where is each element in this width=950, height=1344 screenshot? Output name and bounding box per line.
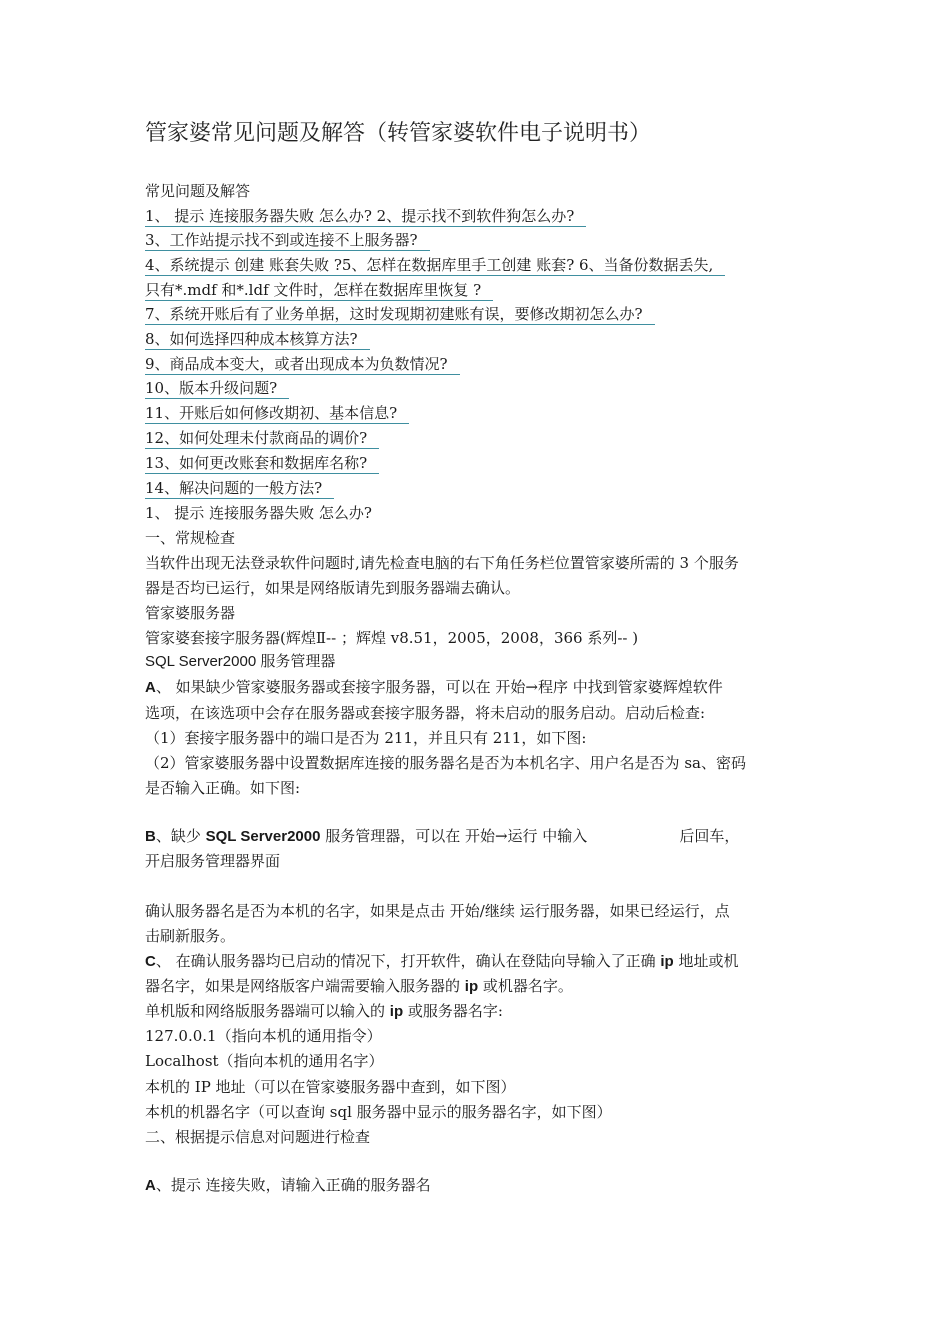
step-c-text: 或机器名字。: [478, 977, 573, 995]
intro-heading: 常见问题及解答: [145, 182, 251, 200]
address-option: 本机的机器名字（可以查询 sql 服务器中显示的服务器名字，如下图）: [145, 1103, 612, 1121]
step-c-text: 器名字，如果是网络版客户端需要输入服务器的: [145, 977, 465, 995]
paragraph-text: 或服务器名字:: [403, 1002, 503, 1020]
step-a-line: [145, 676, 723, 699]
step-b-text: 服务管理器，可以在 开始→运行 中输入: [320, 827, 588, 845]
toc-link-7[interactable]: 7、系统开账后有了业务单据，这时发现期初建账有误，要修改期初怎么办?: [145, 305, 655, 325]
paragraph-line: 确认服务器名是否为本机的名字，如果是点击 开始/继续 运行服务器，如果已经运行，点: [145, 902, 730, 920]
ip-term: ip: [464, 978, 479, 995]
service-item: SQL Server2000 服务管理器: [145, 653, 336, 670]
paragraph-line: 当软件出现无法登录软件问题时,请先检查电脑的右下角任务栏位置管家婆所需的 3 个服务: [145, 554, 739, 572]
toc-link-14[interactable]: 14、解决问题的一般方法?: [145, 479, 334, 499]
toc-link-12[interactable]: 12、如何处理未付款商品的调价?: [145, 429, 379, 449]
address-option: 127.0.0.1（指向本机的通用指令）: [145, 1027, 382, 1045]
service-item: 管家婆套接字服务器(辉煌Ⅱ-- ；辉煌 v8.51，2005，2008，366 系列-- ): [145, 629, 639, 647]
step-b-line: [145, 825, 739, 848]
section-2-heading: 二、根据提示信息对问题进行检查: [145, 1128, 371, 1146]
section-1-heading: 一、常规检查: [145, 529, 236, 547]
paragraph-line: [145, 1000, 503, 1023]
question-1-heading: 1、 提示 连接服务器失败 怎么办?: [145, 504, 372, 522]
step-b-text: 、缺少: [155, 827, 206, 845]
ip-term: ip: [660, 953, 674, 970]
paragraph-line: 选项，在该选项中会存在服务器或套接字服务器，将未启动的服务启动。启动后检查:: [145, 704, 706, 722]
toc-link-6-cont[interactable]: 只有*.mdf 和*.ldf 文件时，怎样在数据库里恢复 ?: [145, 281, 493, 301]
step-c-label: C: [145, 953, 156, 970]
toc-link-4[interactable]: 4、系统提示 创建 账套失败 ?5、怎样在数据库里手工创建 账套? 6、当备份数据丢失,: [145, 256, 725, 276]
ip-term: ip: [389, 1003, 404, 1020]
step-a-label: A: [145, 679, 156, 696]
paragraph-line: 器是否均已运行，如果是网络版请先到服务器端去确认。: [145, 579, 521, 597]
step-c-text: 、 在确认服务器均已启动的情况下，打开软件，确认在登陆向导输入了正确: [155, 952, 661, 970]
toc-link-8[interactable]: 8、如何选择四种成本核算方法?: [145, 330, 370, 350]
paragraph-line: [145, 975, 573, 998]
toc-link-3[interactable]: 3、工作站提示找不到或连接不上服务器?: [145, 231, 430, 251]
toc-link-13[interactable]: 13、如何更改账套和数据库名称?: [145, 454, 379, 474]
document-title: 管家婆常见问题及解答（转管家婆软件电子说明书）: [145, 121, 652, 146]
paragraph-text: 单机版和网络版服务器端可以输入的: [145, 1002, 390, 1020]
paragraph-line: 开启服务管理器界面: [145, 852, 281, 870]
section-2-step-a-label: A: [145, 1177, 156, 1194]
step-b-text: 后回车，: [679, 827, 740, 845]
step-a-text: 、 如果缺少管家婆服务器或套接字服务器，可以在 开始→程序 中找到管家婆辉煌软件: [155, 678, 723, 696]
paragraph-line: 是否输入正确。如下图:: [145, 779, 301, 797]
section-2-step-a-text: 、提示 连接失败，请输入正确的服务器名: [155, 1176, 431, 1194]
check-item-1: （1）套接字服务器中的端口是否为 211，并且只有 211，如下图:: [145, 729, 587, 747]
step-b-label: B: [145, 828, 156, 845]
paragraph-line: 击刷新服务。: [145, 927, 236, 945]
address-option: Localhost（指向本机的通用名字）: [145, 1052, 384, 1070]
step-b-product: SQL Server2000: [205, 828, 321, 845]
address-option: 本机的 IP 地址（可以在管家婆服务器中查到，如下图）: [145, 1078, 516, 1096]
section-2-step-a: [145, 1174, 431, 1197]
step-c-text: 地址或机: [673, 952, 739, 970]
service-item: 管家婆服务器: [145, 604, 236, 622]
toc-link-1[interactable]: 1、 提示 连接服务器失败 怎么办? 2、提示找不到软件狗怎么办?: [145, 207, 586, 227]
toc-link-10[interactable]: 10、版本升级问题?: [145, 379, 289, 399]
toc-link-9[interactable]: 9、商品成本变大，或者出现成本为负数情况?: [145, 355, 460, 375]
step-c-line: [145, 950, 739, 973]
check-item-2: （2）管家婆服务器中设置数据库连接的服务器名是否为本机名字、用户名是否为 sa、密码: [145, 754, 746, 772]
toc-link-11[interactable]: 11、开账后如何修改期初、基本信息?: [145, 404, 409, 424]
